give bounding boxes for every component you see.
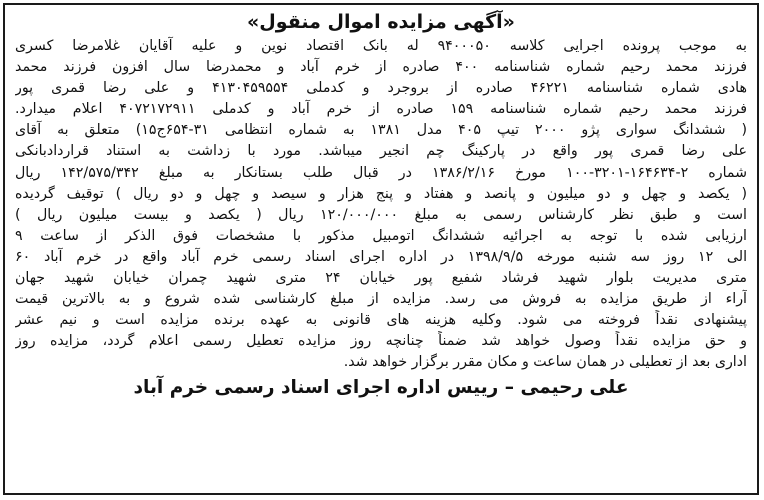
notice-line: فرزند محمد رحیم شماره شناسنامه ۴۰۰ صادره از خرم آباد و محمدرضا سال افزون فرزند محمد <box>15 59 747 76</box>
notice-line: ( ششدانگ سواری پژو ۲۰۰۰ تیپ ۴۰۵ مدل ۱۳۸۱ به شماره انتظامی ۳۱-۶۵۴ج۱۵) متعلق به آقای <box>15 122 747 139</box>
notice-body <box>15 36 747 374</box>
notice-line: الی ۱۲ روز سه شنبه مورخه ۱۳۹۸/۹/۵ در اداره اجرای اسناد رسمی خرم آباد واقع در خرم آباد ۶۰ <box>15 248 747 265</box>
notice-line: ( یکصد و چهل و دو میلیون و پانصد و هفتاد و پنج هزار و سیصد و چهل و دو ریال ) توقیف گردیده <box>15 185 747 202</box>
auction-notice <box>3 3 759 495</box>
notice-line: متری مدیریت بلوار شهید فرشاد شفیع پور خیابان ۲۴ متری شهید چمران خیابان شهید جهان <box>15 270 747 287</box>
notice-line: پیشنهادی نقداً فروخته می شود. وکلیه هزینه های قانونی به عهده برنده مزایده است و نیم عشر <box>15 312 747 329</box>
notice-line: علی رضا قمری پور واقع در پارکینگ چم انجیر میباشد. مورد با زداشت به استناد قراردادبانکی <box>15 143 747 160</box>
notice-line: شماره ۲-۱۶۴۶۳۴-۳۲۰۱-۱۰۰ مورخ ۱۳۸۶/۲/۱۶ در قبال طلب بستانکار به مبلغ ۱۴۲/۵۷۵/۳۴۲ ریال <box>15 164 747 181</box>
notice-line: هادی شماره شناسنامه ۴۶۲۲۱ صادره از بروجرد و کدملی ۴۱۳۰۴۵۹۵۵۴ و علی رضا قمری پور <box>15 80 747 97</box>
notice-line: است و طبق نظر کارشناس رسمی به مبلغ ۱۲۰/۰۰۰/۰۰۰ ریال ( یکصد و بیست میلیون ریال ) <box>15 206 747 223</box>
notice-line: ارزیابی شده با توجه به اجرائیه ششدانگ اتومبیل مذکور با مشخصات فوق الذکر از ساعت ۹ <box>15 227 747 244</box>
notice-line: فرزند محمد رحیم شماره شناسنامه ۱۵۹ صادره از خرم آباد و کدملی ۴۰۷۲۱۷۲۹۱۱ اعلام میدارد. <box>15 101 747 118</box>
notice-line: و حق مزایده نقداً وصول خواهد شد ضمناً چنانچه روز مزایده تعطیل رسمی اعلام گردد، مزایده روز <box>15 333 747 350</box>
notice-line: اداری بعد از تعطیلی در همان ساعت و مکان مقرر برگزار خواهد شد. <box>343 354 747 371</box>
notice-line: به موجب پرونده اجرایی کلاسه ۹۴۰۰۰۵۰ له بانک اقتصاد نوین و علیه آقایان غلامرضا کسری <box>15 38 747 54</box>
notice-line: آراء از طریق مزایده به فروش می رسد. مزایده از مبلغ کارشناسی شده شروع و به بالاترین قیمت <box>15 291 747 308</box>
notice-signature: علی رحیمی – رییس اداره اجرای اسناد رسمی خرم آباد <box>133 376 629 398</box>
notice-title: «آگهی مزایده اموال منقول» <box>247 11 515 33</box>
